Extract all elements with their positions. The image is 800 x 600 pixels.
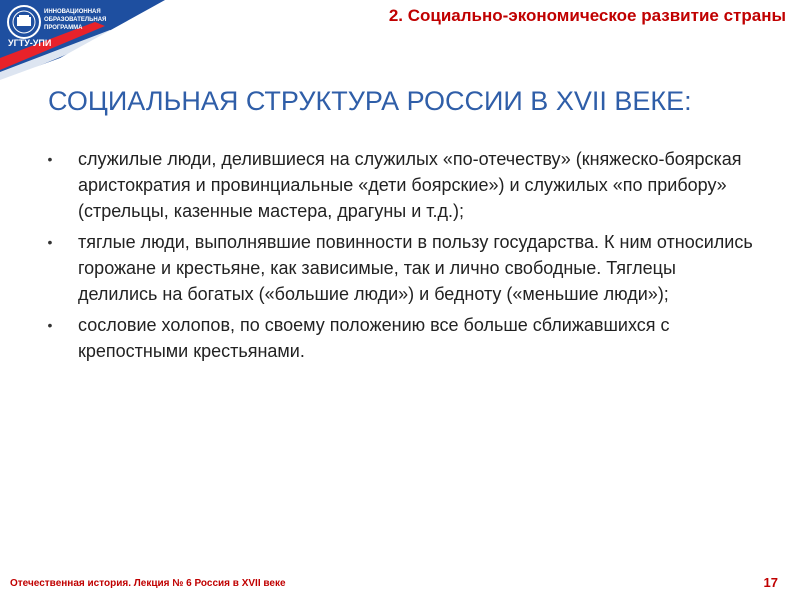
- logo-line-2: ОБРАЗОВАТЕЛЬНАЯ: [44, 17, 107, 23]
- bullet-marker: •: [47, 151, 53, 167]
- logo-line-1: ИННОВАЦИОННАЯ: [44, 9, 101, 15]
- bullet-text: сословие холопов, по своему положению все больше сближавшихся с крепостными крестьянами.: [78, 315, 670, 361]
- bullet-marker: •: [47, 317, 53, 333]
- section-title: 2. Социально-экономическое развитие страны: [388, 6, 786, 25]
- bullet-item: [40, 229, 760, 307]
- footer-text: Отечественная история. Лекция № 6 Россия в XVII веке: [10, 578, 286, 589]
- bullet-item: [40, 312, 760, 364]
- page-number: 17: [763, 575, 778, 590]
- slide-title: СОЦИАЛЬНАЯ СТРУКТУРА РОССИИ В XVII ВЕКЕ:: [48, 86, 692, 116]
- bullet-marker: •: [47, 234, 53, 250]
- logo-line-3: ПРОГРАММА: [44, 25, 83, 31]
- bullet-text: тяглые люди, выполнявшие повинности в пользу государства. К ним относились горожане и крестьяне, как зависимые, так и лично свободные. Тяглецы делились на богатых («большие люди») и бедноту («меньшие люди»);: [78, 232, 753, 304]
- university-logo: [0, 0, 130, 50]
- bullet-item: [40, 146, 760, 224]
- bullet-list: [40, 146, 760, 369]
- logo-abbr: УГТУ-УПИ: [8, 38, 52, 48]
- bullet-text: служилые люди, делившиеся на служилых «по-отечеству» (княжеско-боярская аристократия и провинциальные «дети боярские») и служилых «по прибору» (стрельцы, казенные мастера, драгуны и т.д.);: [78, 149, 742, 221]
